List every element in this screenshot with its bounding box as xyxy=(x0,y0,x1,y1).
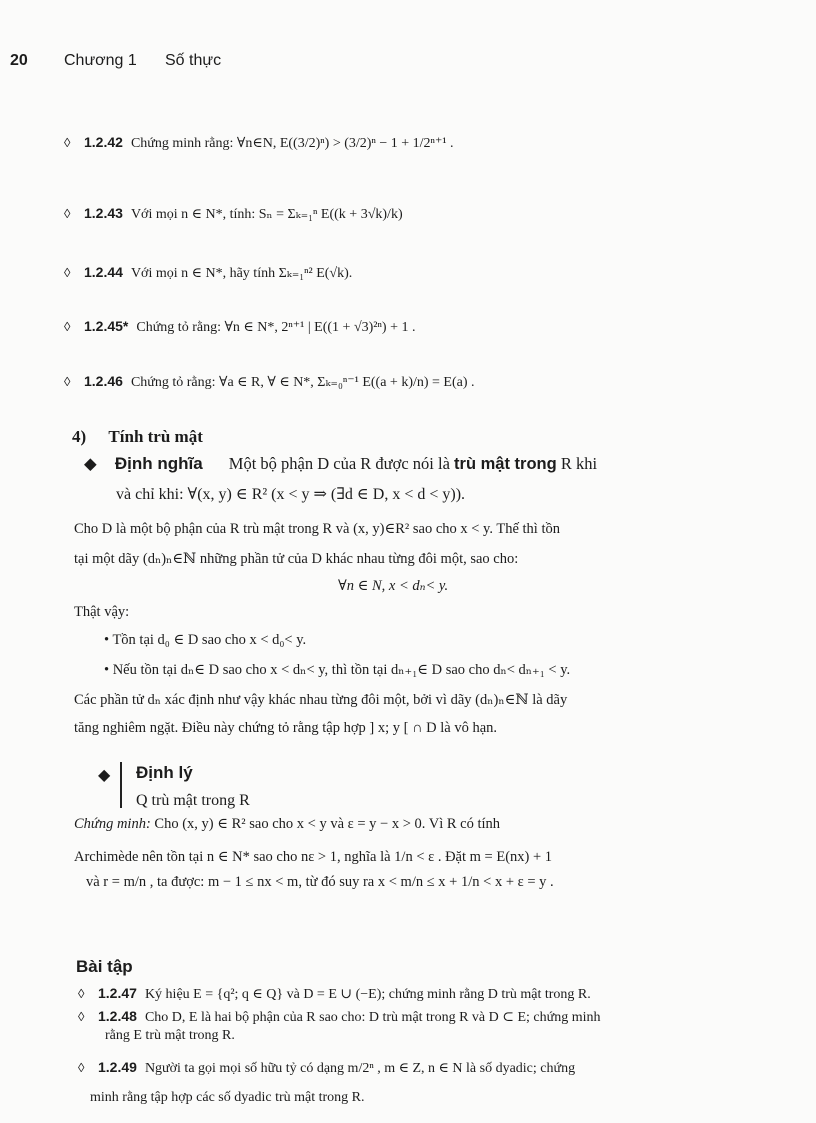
exercise-1-2-44 xyxy=(64,264,352,282)
diamond-filled-icon: ◆ xyxy=(84,454,97,473)
diamond-icon: ◊ xyxy=(78,1009,85,1024)
diamond-icon: ◊ xyxy=(64,135,71,150)
exercise-1-2-46 xyxy=(64,373,475,391)
exercise-text: Chứng tỏ rằng: ∀a ∈ R, ∀ ∈ N*, Σₖ₌₀ⁿ⁻¹ E((a + k)/n) = E(a) . xyxy=(130,375,475,390)
exercise-text: Cho D, E là hai bộ phận của R sao cho: D trù mật trong R và D ⊂ E; chứng minh xyxy=(144,1010,601,1025)
diamond-icon: ◊ xyxy=(78,986,85,1001)
bullet-item: • Nếu tồn tại dₙ∈ D sao cho x < dₙ< y, thì tồn tại dₙ₊₁∈ D sao cho dₙ< dₙ₊₁ < y. xyxy=(104,662,571,678)
exercise-text: Với mọi n ∈ N*, tính: Sₙ = Σₖ₌₁ⁿ E((k + 3√k)/k) xyxy=(130,207,403,222)
theorem-marker: ◆ xyxy=(98,767,111,784)
definition-block xyxy=(84,454,597,474)
paragraph-line: Các phần tử dₙ xác định như vậy khác nhau từng đôi một, bởi vì dãy (dₙ)ₙ∈ℕ là dãy xyxy=(74,692,568,708)
exercise-1-2-48-cont: rằng E trù mật trong R. xyxy=(105,1028,235,1043)
exercise-text: Chứng minh rằng: ∀n∈N, E((3/2)ⁿ) > (3/2)ⁿ − 1 + 1/2ⁿ⁺¹ . xyxy=(130,136,454,151)
exercise-1-2-48 xyxy=(78,1008,601,1026)
exercise-1-2-43 xyxy=(64,205,403,223)
exercise-number: 1.2.47 xyxy=(98,985,137,1001)
proof-text: Cho (x, y) ∈ R² sao cho x < y và ε = y − x > 0. Vì R có tính xyxy=(150,816,501,832)
bullet-item: • Tồn tại d₀ ∈ D sao cho x < d₀< y. xyxy=(104,632,307,648)
exercise-1-2-49-cont: minh rằng tập hợp các số dyadic trù mật trong R. xyxy=(90,1090,365,1105)
centered-formula: ∀n ∈ N, x < dₙ< y. xyxy=(338,578,449,594)
section-title: Tính trù mật xyxy=(108,427,203,446)
diamond-icon: ◊ xyxy=(64,319,71,334)
proof-intro: Thật vậy: xyxy=(74,604,130,620)
definition-term: trù mật trong xyxy=(454,455,557,473)
exercise-1-2-49 xyxy=(78,1059,575,1077)
exercise-text: Ký hiệu E = {q²; q ∈ Q} và D = E ∪ (−E); chứng minh rằng D trù mật trong R. xyxy=(144,987,591,1002)
section-heading xyxy=(72,427,203,447)
exercise-number: 1.2.44 xyxy=(84,264,123,280)
proof-line-3: và r = m/n , ta được: m − 1 ≤ nx < m, từ đó suy ra x < m/n ≤ x + 1/n < x + ε = y . xyxy=(86,874,554,890)
exercise-number: 1.2.46 xyxy=(84,373,123,389)
exercise-1-2-45 xyxy=(64,318,415,336)
chapter-label: Chương 1 xyxy=(64,52,137,69)
exercise-number: 1.2.42 xyxy=(84,134,123,150)
exercise-number: 1.2.48 xyxy=(98,1008,137,1024)
section-number: 4) xyxy=(72,427,87,446)
theorem-bar xyxy=(120,762,122,808)
page-number: 20 xyxy=(10,52,28,69)
definition-text-end: R khi xyxy=(556,454,598,473)
theorem-label: Định lý xyxy=(136,763,193,782)
chapter-title: Số thực xyxy=(165,52,222,69)
exercise-text: Người ta gọi mọi số hữu tỷ có dạng m/2ⁿ , m ∈ Z, n ∈ N là số dyadic; chứng xyxy=(144,1061,576,1076)
diamond-icon: ◊ xyxy=(78,1060,85,1075)
definition-label: Định nghĩa xyxy=(114,454,203,473)
diamond-icon: ◊ xyxy=(64,206,71,221)
exercise-number: 1.2.43 xyxy=(84,205,123,221)
exercise-number: 1.2.49 xyxy=(98,1059,137,1075)
proof-label: Chứng minh: xyxy=(74,816,151,832)
paragraph-line: tại một dãy (dₙ)ₙ∈ℕ những phần tử của D khác nhau từng đôi một, sao cho: xyxy=(74,551,519,567)
definition-line-2: và chỉ khi: ∀(x, y) ∈ R² (x < y ⇒ (∃d ∈ D, x < d < y)). xyxy=(116,486,466,503)
homework-title: Bài tập xyxy=(76,957,133,976)
exercise-text: Với mọi n ∈ N*, hãy tính Σₖ₌₁ⁿ² E(√k). xyxy=(130,266,353,281)
proof-line-1 xyxy=(74,816,500,833)
exercise-1-2-47 xyxy=(78,985,591,1003)
diamond-icon: ◊ xyxy=(64,374,71,389)
definition-text: Một bộ phận D của R được nói là xyxy=(228,454,455,473)
paragraph-line: tăng nghiêm ngặt. Điều này chứng tỏ rằng tập hợp ] x; y [ ∩ D là vô hạn. xyxy=(74,720,498,736)
theorem-statement: Q trù mật trong R xyxy=(136,792,250,809)
diamond-icon: ◊ xyxy=(64,265,71,280)
exercise-text: Chứng tỏ rằng: ∀n ∈ N*, 2ⁿ⁺¹ | E((1 + √3)²ⁿ) + 1 . xyxy=(136,320,416,335)
exercise-number: 1.2.45* xyxy=(84,318,129,334)
exercise-1-2-42 xyxy=(64,134,454,152)
proof-line-2: Archimède nên tồn tại n ∈ N* sao cho nε > 1, nghĩa là 1/n < ε . Đặt m = E(nx) + 1 xyxy=(74,849,553,865)
paragraph-line: Cho D là một bộ phận của R trù mật trong R và (x, y)∈R² sao cho x < y. Thế thì tồn xyxy=(74,521,560,537)
